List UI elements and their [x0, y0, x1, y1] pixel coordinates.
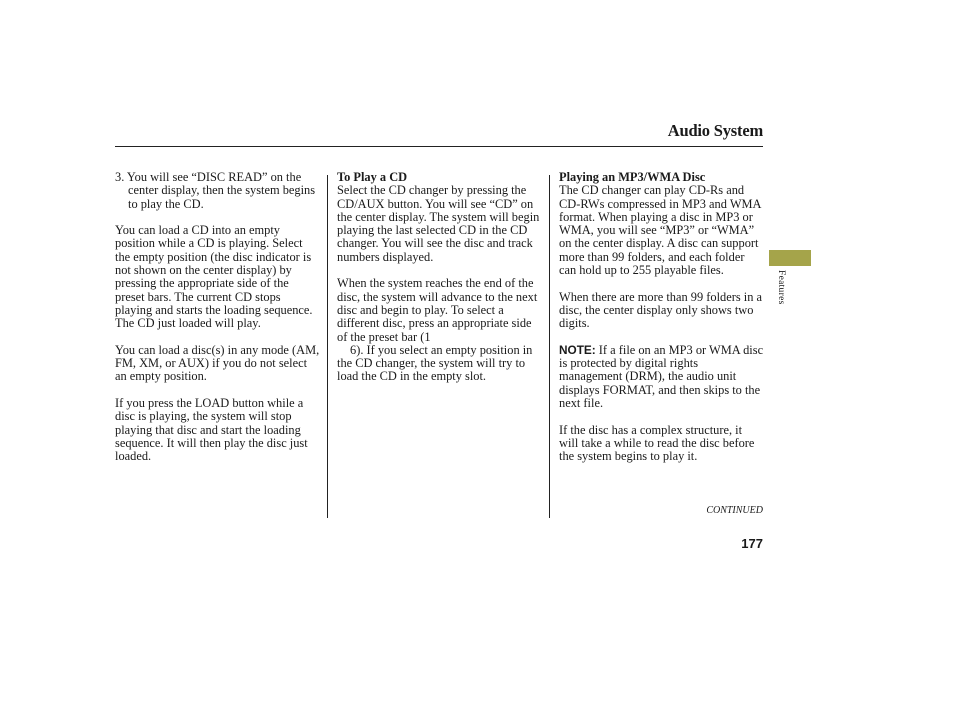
column-3 — [559, 171, 764, 477]
folders-paragraph: When there are more than 99 folders in a disc, the center display only shows two digits. — [559, 289, 762, 331]
mp3-wma-heading: Playing an MP3/WMA Disc — [559, 170, 706, 184]
drm-note — [559, 344, 764, 410]
page-number: 177 — [741, 536, 763, 551]
play-cd-heading: To Play a CD — [337, 170, 408, 184]
column-1 — [115, 171, 320, 477]
disc-end-paragraph: When the system reaches the end of the disc, the system will advance to the next disc and begin to play. To select a different disc, press an appropriate side of the preset bar (1 — [337, 276, 538, 344]
load-empty-position-paragraph: You can load a CD into an empty position while a CD is playing. Select the empty position (the disc indicator is not shown on the center display) by pressing the appropriate side of the preset bars. The current CD stops playing and starts the loading sequence. The CD just loaded will play. — [115, 223, 313, 331]
mp3-wma-paragraph: The CD changer can play CD-Rs and CD-RWs compressed in MP3 and WMA format. When playing a disc in MP3 or WMA, you will see “MP3” or “WMA” on the center display. A disc can support more than 99 folders, and each folder can hold up to 255 playable files. — [559, 183, 761, 278]
page-title: Audio System — [667, 121, 763, 140]
complex-structure-paragraph: If the disc has a complex structure, it will take a while to read the disc before the system begins to play it. — [559, 422, 755, 464]
header-rule — [115, 146, 763, 147]
load-button-paragraph: If you press the LOAD button while a disc is playing, the system will stop playing that disc and start the loading sequence. It will then play the disc just loaded. — [115, 396, 308, 464]
continued-label: CONTINUED — [706, 505, 763, 516]
note-label: NOTE: — [559, 342, 596, 357]
section-tab-marker — [769, 250, 811, 266]
section-tab-label: Features — [776, 270, 786, 305]
note-text: If a file on an MP3 or WMA disc is protected by digital rights management (DRM), the audio unit displays FORMAT, and then skips to the next file. — [559, 342, 764, 411]
disc-end-paragraph-continued: 6). If you select an empty position in the CD changer, the system will try to load the CD in the empty slot. — [337, 342, 533, 384]
column-2 — [337, 171, 542, 397]
step-3-paragraph: 3. You will see “DISC READ” on the center display, then the system begins to play the CD. — [115, 170, 316, 211]
column-divider-2 — [549, 175, 550, 518]
column-divider-1 — [327, 175, 328, 518]
play-cd-paragraph: Select the CD changer by pressing the CD/AUX button. You will see “CD” on the center display. The system will begin playing the last selected CD in the CD changer. You will see the disc and track numbers displayed. — [337, 183, 540, 264]
load-any-mode-paragraph: You can load a disc(s) in any mode (AM, FM, XM, or AUX) if you do not select an empty position. — [115, 342, 320, 384]
